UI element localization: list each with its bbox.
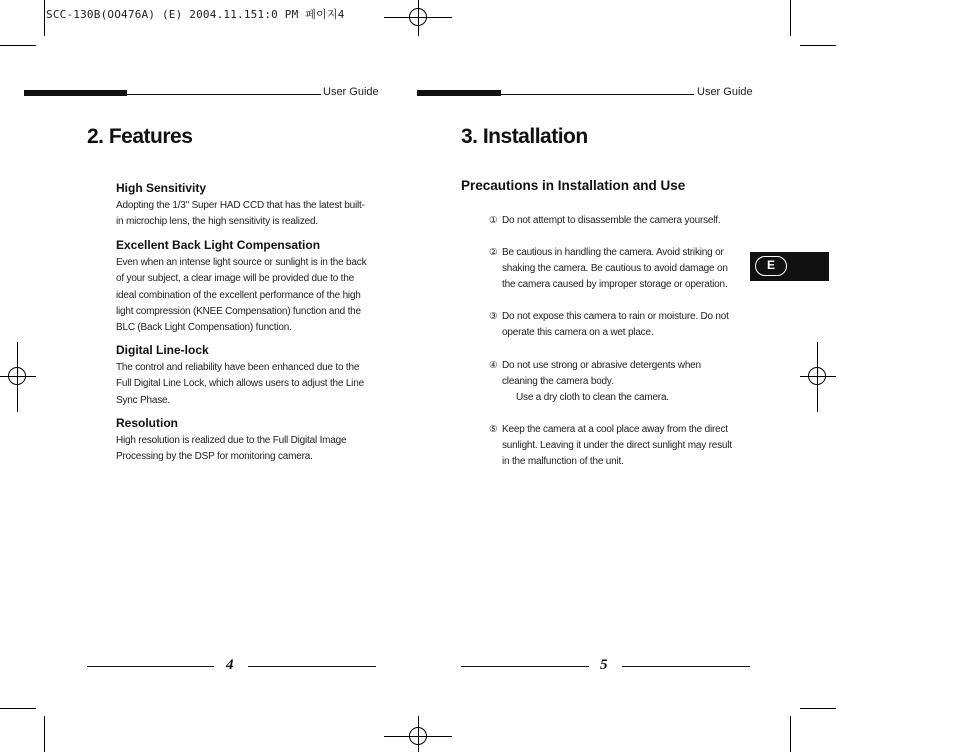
item-text	[502, 309, 751, 341]
item-line: sunlight. Leaving it under the direct sunlight may result	[502, 440, 732, 451]
language-badge: E	[755, 256, 787, 276]
item-line: in the malfunction of the unit.	[502, 456, 624, 467]
item-number: ⑤	[489, 424, 498, 435]
feature-line: High resolution is realized due to the Full Digital Image	[116, 435, 347, 446]
header-rule	[501, 94, 694, 95]
page-number: 5	[600, 657, 608, 673]
precaution-item	[489, 213, 751, 229]
feature-line: Sync Phase.	[116, 394, 170, 406]
precaution-item	[489, 309, 751, 341]
item-line: Be cautious in handling the camera. Avoid striking or	[502, 247, 724, 258]
feature-line: Adopting the 1/3" Super HAD CCD that has the latest built-	[116, 200, 365, 211]
feature-line: The control and reliability have been enhanced due to the	[116, 362, 360, 373]
item-line: shaking the camera. Be cautious to avoid damage on	[502, 263, 728, 274]
feature-body	[116, 255, 378, 336]
header-label: User Guide	[697, 86, 753, 98]
feature-line: Processing by the DSP for monitoring camera.	[116, 451, 313, 463]
feature-heading: Digital Line-lock	[116, 343, 209, 357]
item-line: Do not expose this camera to rain or moisture. Do not	[502, 311, 729, 322]
item-line: Do not attempt to disassemble the camera yourself.	[502, 215, 721, 226]
feature-body	[116, 433, 378, 466]
header-rule	[127, 94, 321, 95]
feature-back-light	[116, 238, 378, 336]
feature-high-sensitivity	[116, 181, 378, 231]
feature-line: Even when an intense light source or sunlight is in the back	[116, 257, 367, 268]
feature-body	[116, 360, 378, 409]
feature-line: light compression (KNEE Compensation) function and the	[116, 305, 361, 317]
feature-line: ideal combination of the excellent performance of the high	[116, 289, 361, 301]
header-bar	[417, 90, 501, 96]
page-title: 2. Features	[87, 125, 193, 148]
item-line: operate this camera on a wet place.	[502, 327, 654, 338]
print-slug: SCC-130B(OO476A) (E) 2004.11.151:0 PM 페이지4	[46, 8, 345, 21]
item-line: Keep the camera at a cool place away from the direct	[502, 424, 728, 435]
footer-rule-left	[87, 666, 214, 667]
item-line: Do not use strong or abrasive detergents when	[502, 360, 701, 371]
item-text	[502, 422, 751, 470]
feature-resolution	[116, 416, 378, 466]
item-line: cleaning the camera body.	[502, 376, 614, 387]
item-note: Use a dry cloth to clean the camera.	[516, 392, 669, 403]
precaution-item	[489, 358, 751, 406]
item-number: ①	[489, 215, 498, 226]
footer-rule-right	[248, 666, 376, 667]
item-number: ②	[489, 247, 498, 258]
feature-line: BLC (Back Light Compensation) function.	[116, 322, 292, 334]
item-text	[502, 245, 751, 293]
header-bar	[24, 90, 127, 96]
item-text	[502, 213, 751, 229]
item-number: ④	[489, 360, 498, 371]
feature-line: Full Digital Line Lock, which allows users to adjust the Line	[116, 378, 364, 390]
feature-heading: Excellent Back Light Compensation	[116, 238, 321, 252]
precaution-item	[489, 422, 751, 470]
section-subtitle: Precautions in Installation and Use	[461, 178, 686, 193]
feature-body	[116, 198, 378, 231]
header-label: User Guide	[323, 86, 379, 98]
footer-rule-left	[461, 666, 589, 667]
feature-digital-line-lock	[116, 343, 378, 409]
feature-line: of your subject, a clear image will be provided due to the	[116, 273, 354, 285]
footer-rule-right	[622, 666, 750, 667]
precaution-item	[489, 245, 751, 293]
feature-heading: High Sensitivity	[116, 181, 207, 195]
page-title: 3. Installation	[461, 125, 588, 148]
page-number: 4	[226, 657, 234, 673]
language-tab	[750, 252, 829, 281]
item-text	[502, 358, 751, 390]
feature-line: in microchip lens, the high sensitivity is realized.	[116, 216, 318, 228]
feature-heading: Resolution	[116, 416, 178, 430]
item-line: the camera caused by improper storage or operation.	[502, 279, 728, 290]
item-number: ③	[489, 311, 498, 322]
